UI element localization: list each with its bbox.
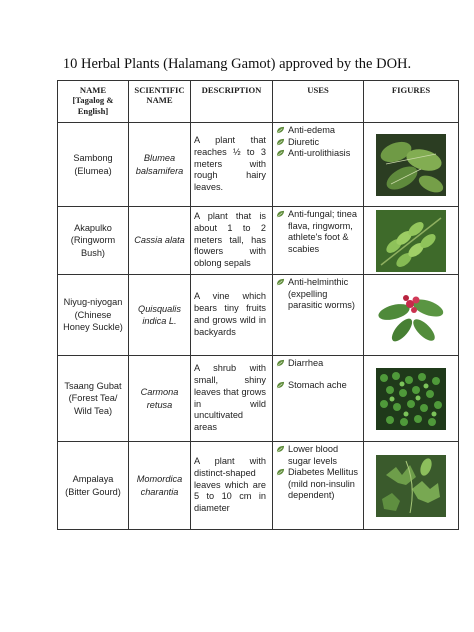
tsaang-gubat-plant-photo bbox=[376, 368, 446, 430]
table-row bbox=[58, 356, 459, 442]
figure-cell bbox=[364, 275, 459, 356]
leaf-bullet-icon bbox=[276, 149, 285, 157]
plant-name-cell: Akapulko (Ringworm Bush) bbox=[58, 207, 129, 275]
figure-cell bbox=[364, 442, 459, 530]
header-uses: USES bbox=[273, 81, 364, 123]
plant-name-cell: Niyug-niyogan (Chinese Honey Suckle) bbox=[58, 275, 129, 356]
description-cell: A plant that is about 1 to 2 meters tall, has flowers with oblong sepals bbox=[191, 207, 273, 275]
use-item: Diarrhea bbox=[275, 358, 361, 370]
plant-name-cell: Sambong (Elumea) bbox=[58, 123, 129, 207]
use-item: Stomach ache bbox=[275, 380, 361, 392]
header-description: DESCRIPTION bbox=[191, 81, 273, 123]
table-row bbox=[58, 123, 459, 207]
plant-name-cell: Tsaang Gubat (Forest Tea/ Wild Tea) bbox=[58, 356, 129, 442]
scientific-name-cell: Momordica charantia bbox=[129, 442, 191, 530]
description-cell: A vine which bears tiny fruits and grows wild in backyards bbox=[191, 275, 273, 356]
leaf-bullet-icon bbox=[276, 445, 285, 453]
description-cell: A plant that reaches ½ to 3 meters with rough hairy leaves. bbox=[191, 123, 273, 207]
uses-cell bbox=[273, 356, 364, 442]
scientific-name-cell: Cassia alata bbox=[129, 207, 191, 275]
sambong-plant-photo bbox=[376, 134, 446, 196]
leaf-bullet-icon bbox=[276, 359, 285, 367]
table-row bbox=[58, 442, 459, 530]
use-item: Diuretic bbox=[275, 137, 361, 149]
description-cell: A plant with distinct-shaped leaves which are 5 to 10 cm in diameter bbox=[191, 442, 273, 530]
table-row bbox=[58, 275, 459, 356]
table-row bbox=[58, 207, 459, 275]
use-item: Diabetes Mellitus (mild non-insulin dependent) bbox=[275, 467, 361, 502]
table-header-row bbox=[58, 81, 459, 123]
use-item: Anti-helminthic (expelling parasitic worms) bbox=[275, 277, 361, 312]
leaf-bullet-icon bbox=[276, 138, 285, 146]
use-item: Lower blood sugar levels bbox=[275, 444, 361, 467]
uses-cell bbox=[273, 275, 364, 356]
uses-cell bbox=[273, 123, 364, 207]
figure-cell bbox=[364, 356, 459, 442]
header-name: NAME [Tagalog & English] bbox=[58, 81, 129, 123]
description-cell: A shrub with small, shiny leaves that grows in wild uncultivated areas bbox=[191, 356, 273, 442]
figure-cell bbox=[364, 207, 459, 275]
use-item: Anti-fungal; tinea flava, ringworm, athlete's foot & scabies bbox=[275, 209, 361, 255]
leaf-bullet-icon bbox=[276, 468, 285, 476]
page-title: 10 Herbal Plants (Halamang Gamot) approved by the DOH. bbox=[62, 56, 412, 72]
scientific-name-cell: Carmona retusa bbox=[129, 356, 191, 442]
use-item: Anti-edema bbox=[275, 125, 361, 137]
leaf-bullet-icon bbox=[276, 278, 285, 286]
use-item: Anti-urolithiasis bbox=[275, 148, 361, 160]
herbal-plants-table bbox=[57, 80, 459, 530]
scientific-name-cell: Blumea balsamifera bbox=[129, 123, 191, 207]
leaf-bullet-icon bbox=[276, 210, 285, 218]
header-scientific-name: SCIENTIFIC NAME bbox=[129, 81, 191, 123]
header-figures: FIGURES bbox=[364, 81, 459, 123]
uses-cell bbox=[273, 207, 364, 275]
plant-name-cell: Ampalaya (Bitter Gourd) bbox=[58, 442, 129, 530]
leaf-bullet-icon bbox=[276, 381, 285, 389]
leaf-bullet-icon bbox=[276, 126, 285, 134]
ampalaya-plant-photo bbox=[376, 455, 446, 517]
scientific-name-cell: Quisqualis indica L. bbox=[129, 275, 191, 356]
figure-cell bbox=[364, 123, 459, 207]
uses-cell bbox=[273, 442, 364, 530]
niyug-niyogan-plant-photo bbox=[376, 284, 446, 346]
akapulko-plant-photo bbox=[376, 210, 446, 272]
